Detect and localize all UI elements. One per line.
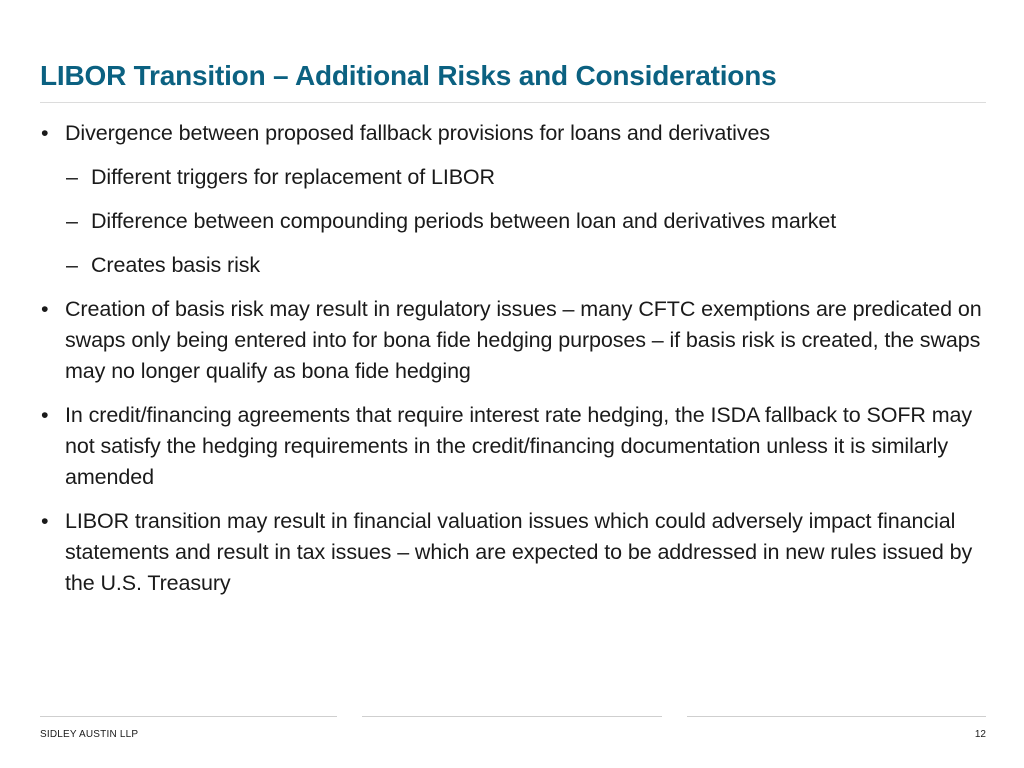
bullet-marker: •: [41, 121, 49, 145]
bullet-text: Divergence between proposed fallback provisions for loans and derivatives: [65, 121, 770, 145]
footer-firm-name: SIDLEY AUSTIN LLP: [40, 729, 139, 740]
title-divider: [40, 102, 986, 103]
bullet-item: [40, 118, 990, 149]
bullet-item: [40, 400, 990, 493]
bullet-text: LIBOR transition may result in financial valuation issues which could adversely impact financial statements and result in tax issues – which are expected to be addressed in new rules issued by the U.S. Treasury: [65, 509, 973, 595]
page-number: 12: [974, 729, 986, 740]
slide-body: [40, 118, 990, 612]
sub-bullet-item: [40, 162, 990, 193]
dash-marker: –: [66, 253, 78, 277]
bullet-text: Creation of basis risk may result in regulatory issues – many CFTC exemptions are predicated on swaps only being entered into for bona fide hedging purposes – if basis risk is created, the swaps may no longer qualify as bona fide hedging: [65, 297, 982, 383]
bullet-marker: •: [41, 509, 49, 533]
footer-divider-left: [40, 716, 337, 717]
sub-bullet-text: Different triggers for replacement of LIBOR: [91, 165, 495, 189]
dash-marker: –: [66, 209, 78, 233]
bullet-text: In credit/financing agreements that require interest rate hedging, the ISDA fallback to SOFR may not satisfy the hedging requirements in the credit/financing documentation unless it is similarly amended: [65, 403, 973, 489]
sub-bullet-text: Difference between compounding periods between loan and derivatives market: [91, 209, 837, 233]
bullet-marker: •: [41, 297, 49, 321]
sub-bullet-text: Creates basis risk: [91, 253, 261, 277]
slide-title: LIBOR Transition – Additional Risks and Considerations: [40, 60, 777, 91]
bullet-marker: •: [41, 403, 49, 427]
dash-marker: –: [66, 165, 78, 189]
bullet-item: [40, 294, 990, 387]
sub-bullet-item: [40, 206, 990, 237]
footer-divider-right: [687, 716, 986, 717]
sub-bullet-item: [40, 250, 990, 281]
bullet-item: [40, 506, 990, 599]
footer-divider-center: [362, 716, 662, 717]
